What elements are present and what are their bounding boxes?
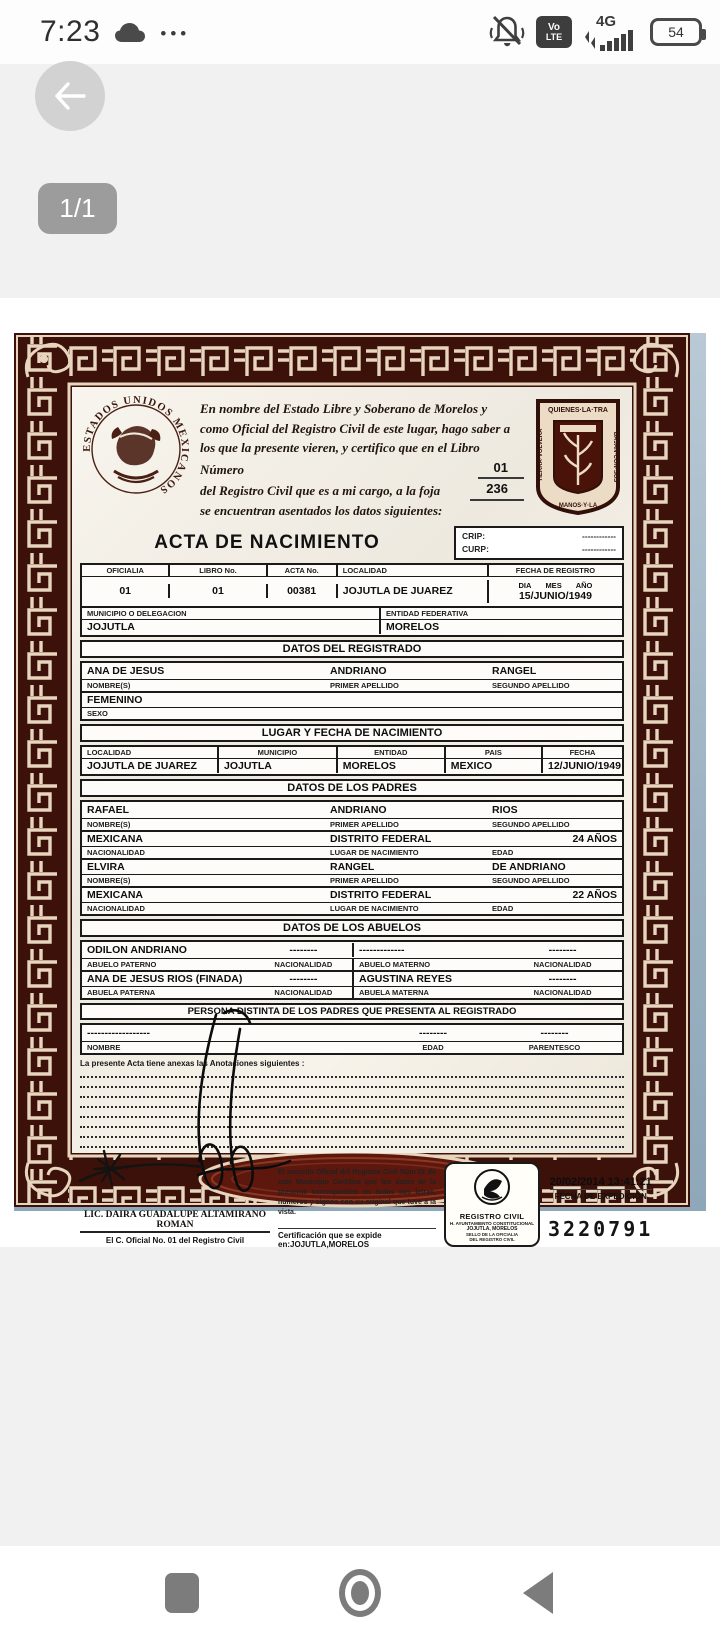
morelos-shield <box>532 395 624 522</box>
libro-value: 01 <box>168 584 265 598</box>
madre-primer-apellido: RANGEL <box>330 860 375 873</box>
nacimiento-municipio: JOJUTLA <box>217 759 336 773</box>
registrado-nombre: ANA DE JESUS <box>87 664 165 677</box>
padre-primer-apellido: ANDRIANO <box>330 803 387 816</box>
registrado-primer-apellido: ANDRIANO <box>330 664 387 677</box>
abuelo-paterno: ODILON ANDRIANO <box>87 943 187 956</box>
recents-square-icon <box>165 1573 199 1613</box>
expedition-note: Certificación que se expide en:JOJUTLA,MORELOS <box>278 1228 436 1249</box>
morelos-motto-top: QUIENES·LA·TRA <box>548 407 608 414</box>
madre-lugar-nacimiento: DISTRITO FEDERAL <box>330 888 432 901</box>
registrado-segundo-apellido: RANGEL <box>492 664 537 677</box>
seal-eagle-icon <box>472 1167 512 1207</box>
section-persona-distinta: PERSONA DISTINTA DE LOS PADRES QUE PRESENTA AL REGISTRADO <box>80 1003 624 1020</box>
registrado-sexo: FEMENINO <box>87 693 143 706</box>
certificate-photo <box>14 333 706 1250</box>
battery-percent: 54 <box>668 24 684 40</box>
persona-distinta-table: ------------------ -------- -------- NOMBRE EDAD PARENTESCO <box>80 1023 624 1055</box>
signal-4g-icon: 4G <box>582 14 640 51</box>
oficialia-value: 01 <box>119 585 132 597</box>
curp-label: CURP: <box>462 543 489 554</box>
back-triangle-icon <box>523 1572 553 1614</box>
abuelo-materno: ------------- <box>352 943 503 957</box>
section-datos-registrado: DATOS DEL REGISTRADO <box>80 640 624 658</box>
notifications-muted-icon <box>488 14 526 50</box>
registrado-table: ANA DE JESUS ANDRIANO RANGEL NOMBRE(S) PRIMER APELLIDO SEGUNDO APELLIDO FEMENINO SEXO <box>80 661 624 721</box>
back-button[interactable] <box>35 61 105 131</box>
registro-table: OFICIALIA LIBRO No. ACTA No. LOCALIDAD FECHA DE REGISTRO 01 01 00381 JOJUTLA DE JUAREZ DIA MES AÑO 15/JUNIO/1949 MUNICIPIO O DELEGACION ENTIDAD FEDERATIVA JOJUTLA MORELOS <box>80 563 624 637</box>
expedition-date-label: FECHA DE EXPEDICION <box>554 1191 647 1201</box>
acta-value: 00381 <box>266 584 336 598</box>
more-notifications-icon: ••• <box>160 24 191 43</box>
madre-edad: 22 AÑOS <box>572 888 617 901</box>
padre-lugar-nacimiento: DISTRITO FEDERAL <box>330 832 432 845</box>
android-nav-bar <box>0 1546 720 1640</box>
curp-value: ------------ <box>582 543 616 554</box>
libro-numero-value: 01 <box>478 458 524 480</box>
anotaciones-label: La presente Acta tiene anexas las Anotaciones siguientes : <box>80 1058 305 1068</box>
padre-edad: 24 AÑOS <box>572 832 617 845</box>
section-lugar-fecha-nacimiento: LUGAR Y FECHA DE NACIMIENTO <box>80 724 624 742</box>
morelos-motto-left: TIERRA·VOLVERA <box>538 428 544 482</box>
section-datos-padres: DATOS DE LOS PADRES <box>80 779 624 797</box>
persona-nombre: ------------------ <box>87 1026 150 1039</box>
morelos-motto-right: BAJAN·CON·SUS <box>612 431 618 483</box>
padres-table: RAFAEL ANDRIANO RIOS NOMBRE(S) PRIMER APELLIDO SEGUNDO APELLIDO MEXICANA DISTRITO FEDERAL 24 AÑOS NACIONALIDAD LUGAR DE NACIMIENTO EDAD ELVIRA RANGEL DE ANDRIANO NOMBRE(S) PRIMER APELLIDO SEGUNDO APELLIDO MEXICANA DISTRITO FEDERAL 22 AÑOS NACIONALIDAD LUGAR DE NACIMIENTO EDAD <box>80 800 624 916</box>
crip-value: ------------ <box>582 531 616 541</box>
foja-value: 236 <box>470 479 524 501</box>
home-button[interactable] <box>332 1565 388 1621</box>
section-datos-abuelos: DATOS DE LOS ABUELOS <box>80 919 624 937</box>
nav-back-button[interactable] <box>510 1565 566 1621</box>
municipio-value: JOJUTLA <box>87 621 135 633</box>
nacimiento-entidad: MORELOS <box>336 759 444 773</box>
volte-icon: Vo LTE <box>536 16 572 48</box>
expedition-date: 20/02/2014 13:41:21 <box>549 1175 652 1188</box>
official-title: El C. Oficial No. 01 del Registro Civil <box>105 1236 245 1246</box>
mexico-coat-of-arms <box>80 393 192 522</box>
abuelos-table: ODILON ANDRIANO -------- ------------- -------- ABUELO PATERNO NACIONALIDAD ABUELO MATERNO NACIONALIDAD ANA DE JESUS RIOS (FINADA) -------- AGUSTINA REYES -------- ABUELA PATERNA NACIONALIDAD ABUELA MATERNA NACIONALIDAD <box>80 940 624 1000</box>
padre-segundo-apellido: RIOS <box>492 803 518 816</box>
localidad-value: JOJUTLA DE JUAREZ <box>336 584 487 598</box>
official-name: LIC. DAIRA GUADALUPE ALTAMIRANO ROMAN <box>80 1210 270 1233</box>
preamble-text: En nombre del Estado Libre y Soberano de Morelos y como Oficial del Registro Civil de este lugar, hago saber a los que la presente vieren, y certifico que en el Libro Número 01 del Registro Civil que es a mi cargo, a la foja 236 se encuentran asentados los datos siguientes: <box>200 393 524 522</box>
nacimiento-localidad: JOJUTLA DE JUAREZ <box>87 760 197 772</box>
morelos-motto-bottom: MANOS·Y·LA <box>558 503 598 509</box>
page-indicator-badge: 1/1 <box>38 183 117 234</box>
document-image-area[interactable] <box>0 298 720 1250</box>
back-arrow-icon <box>53 81 87 111</box>
abuela-paterna: ANA DE JESUS RIOS (FINADA) <box>87 972 243 985</box>
madre-segundo-apellido: DE ANDRIANO <box>492 860 566 873</box>
folio-number: 3220791 <box>548 1216 654 1241</box>
madre-nombre: ELVIRA <box>87 860 125 873</box>
certificate-paper <box>72 387 654 1250</box>
anotaciones-lines <box>80 1069 624 1148</box>
clock-time: 7:23 <box>40 15 101 48</box>
crip-curp-box <box>454 526 624 560</box>
padre-nacionalidad: MEXICANA <box>87 832 144 845</box>
home-circle-icon <box>339 1569 381 1617</box>
recents-button[interactable] <box>154 1565 210 1621</box>
registro-civil-seal: REGISTRO CIVIL H. AYUNTAMIENTO CONSTITUCIONAL JOJUTLA, MORELOS SELLO DE LA OFICIALIA DEL REGISTRO CIVIL <box>444 1162 540 1247</box>
status-bar <box>0 0 720 64</box>
nacimiento-table: LOCALIDAD MUNICIPIO ENTIDAD PAIS FECHA JOJUTLA DE JUAREZ JOJUTLA MORELOS MEXICO 12/JUNIO/1949 <box>80 745 624 776</box>
document-title: ACTA DE NACIMIENTO <box>154 532 380 553</box>
certification-text: El suscrito Oficial del Registro Civil Núm 01 de este Municipio Certifica que los datos de la presente corresponden en todas sus letras, números y signos con su original que tuve a la vista. <box>278 1168 436 1217</box>
fecha-registro-value: 15/JUNIO/1949 <box>518 589 592 602</box>
nacimiento-pais: MEXICO <box>444 759 541 773</box>
entidad-value: MORELOS <box>379 620 622 634</box>
abuela-materna: AGUSTINA REYES <box>352 972 503 986</box>
nacimiento-fecha: 12/JUNIO/1949 <box>541 759 622 773</box>
madre-nacionalidad: MEXICANA <box>87 888 144 901</box>
battery-icon <box>650 18 702 46</box>
crip-label: CRIP: <box>462 531 486 541</box>
padre-nombre: RAFAEL <box>87 803 129 816</box>
cloud-icon <box>114 21 146 43</box>
coat-text: ESTADOS UNIDOS MEXICANOS <box>81 394 191 496</box>
birth-certificate <box>14 333 690 1250</box>
